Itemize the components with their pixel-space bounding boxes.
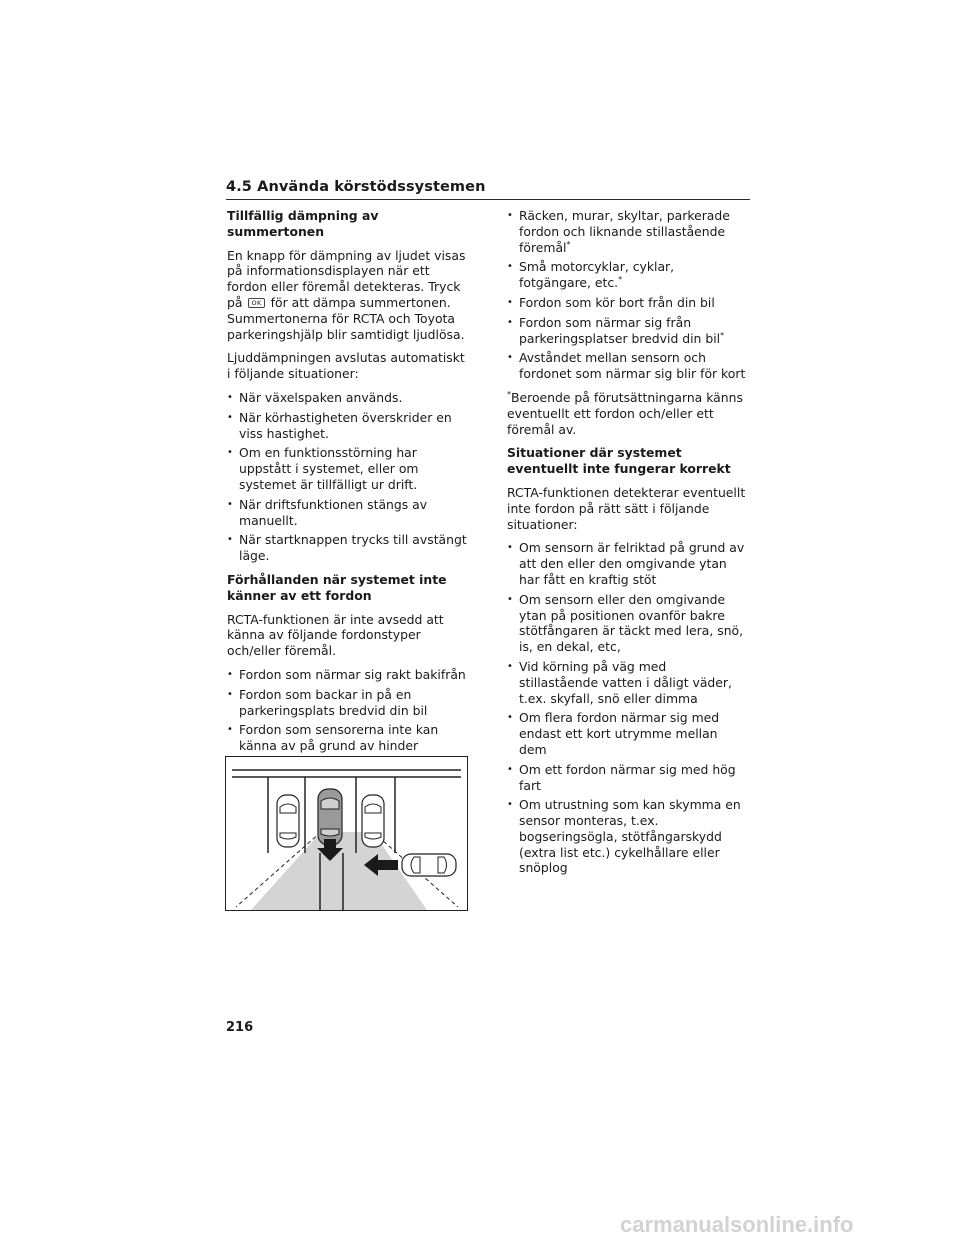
list-item: • Fordon som backar in på en parkeringsplats bredvid din bil (227, 687, 469, 719)
approaching-car (402, 854, 456, 876)
list-item: • Små motorcyklar, cyklar, fotgängare, etc.* (507, 259, 749, 291)
paragraph-rcta-may-not-detect: RCTA-funktionen detekterar eventuellt inte fordon på rätt sätt i följande situationer: (507, 484, 746, 532)
heading-temporary-muting: Tillfällig dämpning av summertonen (227, 208, 379, 239)
list-item: • Räcken, murar, skyltar, parkerade fordon och liknande stillastående föremål* (507, 208, 749, 255)
paragraph-mute-ends: Ljuddämpningen avslutas automatiskt i följande situationer: (227, 350, 465, 382)
parking-lot-illustration (225, 756, 468, 911)
list-item: • När startknappen trycks till avstängt läge. (227, 532, 469, 564)
heading-not-detected: Förhållanden när systemet inte känner av ett fordon (227, 571, 447, 603)
list-item: • Fordon som närmar sig från parkeringsplatser bredvid din bil* (507, 315, 749, 347)
parked-car-left (277, 795, 299, 847)
list-undetected-vehicles (227, 667, 469, 754)
list-item: • När växelspaken används. (227, 390, 469, 406)
ok-button-icon: OK (248, 298, 264, 308)
paragraph-mute-button: En knapp för dämpning av ljudet visas på informationsdisplayen när ett fordon eller föremål detekteras. Tryck på OK för att dämpa summertonen. Summertonerna för RCTA och Toyota parkeringshjälp blir samtidigt ljudlösa. (227, 247, 466, 342)
list-item: • Om sensorn eller den omgivande ytan på positionen ovanför bakre stötfångaren är täckt med lera, snö, is, en dekal, etc, (507, 592, 749, 655)
own-car (318, 789, 342, 845)
list-item: • Om en funktionsstörning har uppstått i systemet, eller om systemet är tillfälligt ur drift. (227, 445, 469, 492)
list-malfunction-situations (507, 540, 749, 876)
paragraph-rcta-not-intended: RCTA-funktionen är inte avsedd att känna av följande fordonstyper och/eller föremål. (227, 611, 444, 659)
list-item: • Vid körning på väg med stillastående vatten i dåligt väder, t.ex. skyfall, snö eller dimma (507, 659, 749, 706)
parking-diagram (226, 757, 467, 910)
footnote: *Beroende på förutsättningarna känns eventuellt ett fordon och/eller ett föremål av. (507, 389, 743, 437)
list-item: • Avståndet mellan sensorn och fordonet som närmar sig blir för kort (507, 350, 749, 382)
parked-car-right (362, 795, 384, 847)
list-item: • När körhastigheten överskrider en viss hastighet. (227, 410, 469, 442)
page-number: 216 (226, 1020, 254, 1035)
list-item: • Om flera fordon närmar sig med endast ett kort utrymme mellan dem (507, 710, 749, 757)
left-column (227, 208, 469, 762)
list-item: • Fordon som sensorerna inte kan känna av på grund av hinder (227, 722, 469, 754)
list-item: • Fordon som närmar sig rakt bakifrån (227, 667, 469, 683)
section-header (226, 176, 750, 200)
right-column (507, 208, 749, 884)
watermark: carmanualsonline.info (620, 1212, 854, 1237)
list-item: • Om utrustning som kan skymma en sensor monteras, t.ex. bogseringsögla, stötfångarskydd (extra list etc.) cykelhållare eller snöplog (507, 797, 749, 876)
list-item: • När driftsfunktionen stängs av manuellt. (227, 497, 469, 529)
list-undetected-objects (507, 208, 749, 382)
section-title: 4.5 Använda körstödssystemen (226, 179, 486, 195)
list-item: • Om ett fordon närmar sig med hög fart (507, 762, 749, 794)
list-mute-end-situations (227, 390, 469, 564)
list-item: • Fordon som kör bort från din bil (507, 295, 749, 311)
list-item: • Om sensorn är felriktad på grund av att den eller den omgivande ytan har fått en kraftig stöt (507, 540, 749, 587)
heading-malfunction-situations: Situationer där systemet eventuellt inte fungerar korrekt (507, 445, 731, 477)
